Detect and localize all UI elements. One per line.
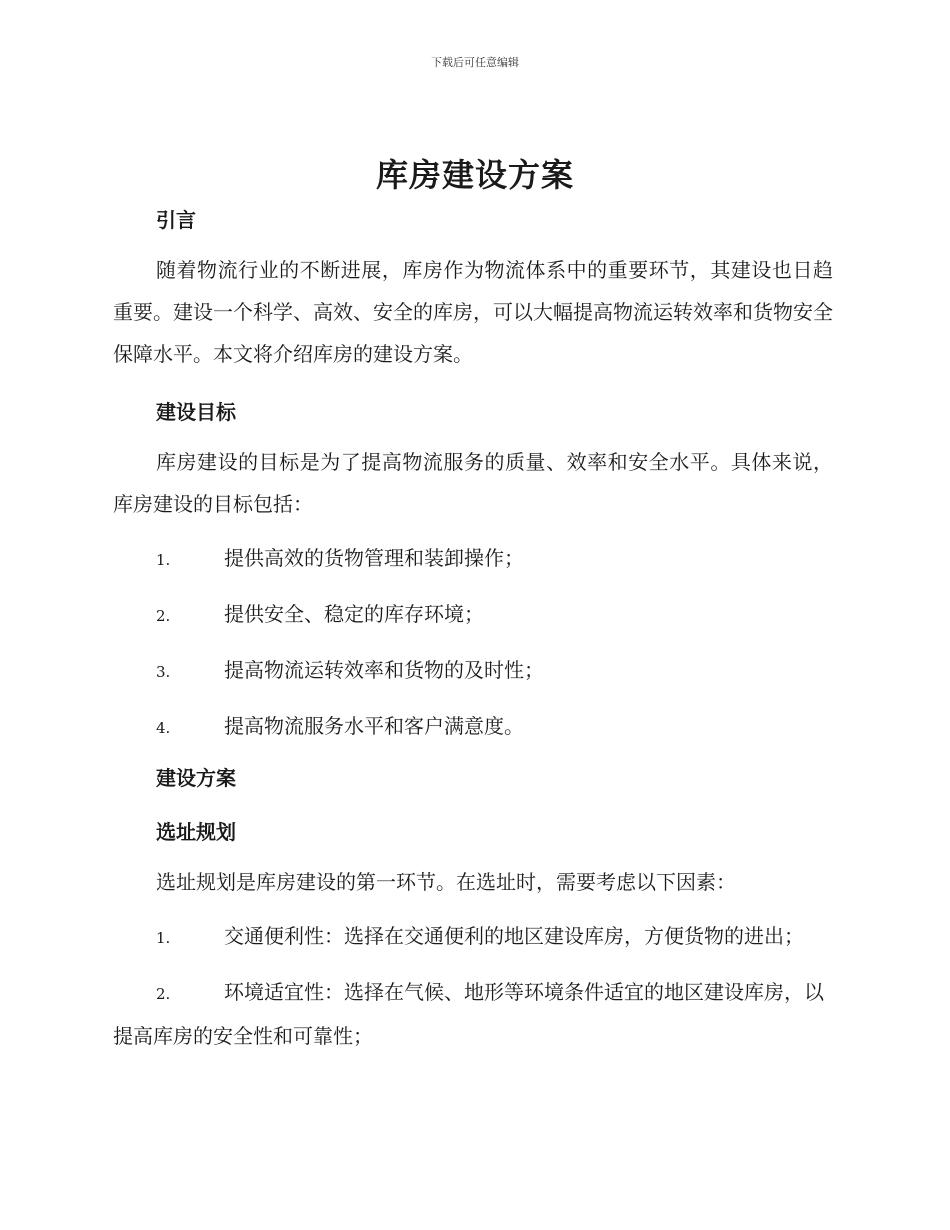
document-title: 库房建设方案 (375, 156, 574, 194)
list-item (113, 593, 833, 637)
list-text: 提供安全、稳定的库存环境； (224, 602, 484, 626)
list-item (113, 915, 833, 959)
paragraph-site: 选址规划是库房建设的第一环节。在选址时，需要考虑以下因素： (156, 870, 736, 894)
list-number: 4. (156, 719, 171, 737)
list-item (113, 537, 833, 581)
list-number: 2. (156, 985, 171, 1003)
heading-site: 选址规划 (156, 820, 236, 844)
list-text: 提高物流运转效率和货物的及时性； (224, 658, 544, 682)
list-number: 1. (156, 929, 171, 947)
list-item (113, 649, 833, 693)
list-item (113, 971, 833, 1057)
paragraph-intro: 随着物流行业的不断进展，库房作为物流体系中的重要环节，其建设也日趋重要。建设一个科学、高效、安全的库房，可以大幅提高物流运转效率和货物安全保障水平。本文将介绍库房的建设方案。 (113, 258, 833, 366)
list-item (113, 705, 833, 749)
list-number: 2. (156, 607, 171, 625)
list-text: 交通便利性：选择在交通便利的地区建设库房，方便货物的进出； (224, 924, 804, 948)
list-text: 提供高效的货物管理和装卸操作； (224, 546, 524, 570)
heading-plan: 建设方案 (156, 766, 236, 790)
list-number: 1. (156, 551, 171, 569)
list-text: 提高物流服务水平和客户满意度。 (224, 714, 524, 738)
heading-intro: 引言 (156, 208, 196, 232)
list-text: 环境适宜性：选择在气候、地形等环境条件适宜的地区建设库房，以提高库房的安全性和可靠性； (113, 980, 824, 1048)
header-note: 下载后可任意编辑 (431, 56, 519, 69)
list-number: 3. (156, 663, 171, 681)
paragraph-goals: 库房建设的目标是为了提高物流服务的质量、效率和安全水平。具体来说，库房建设的目标包括： (113, 450, 833, 516)
heading-goals: 建设目标 (156, 400, 236, 424)
document-body (113, 203, 833, 1057)
